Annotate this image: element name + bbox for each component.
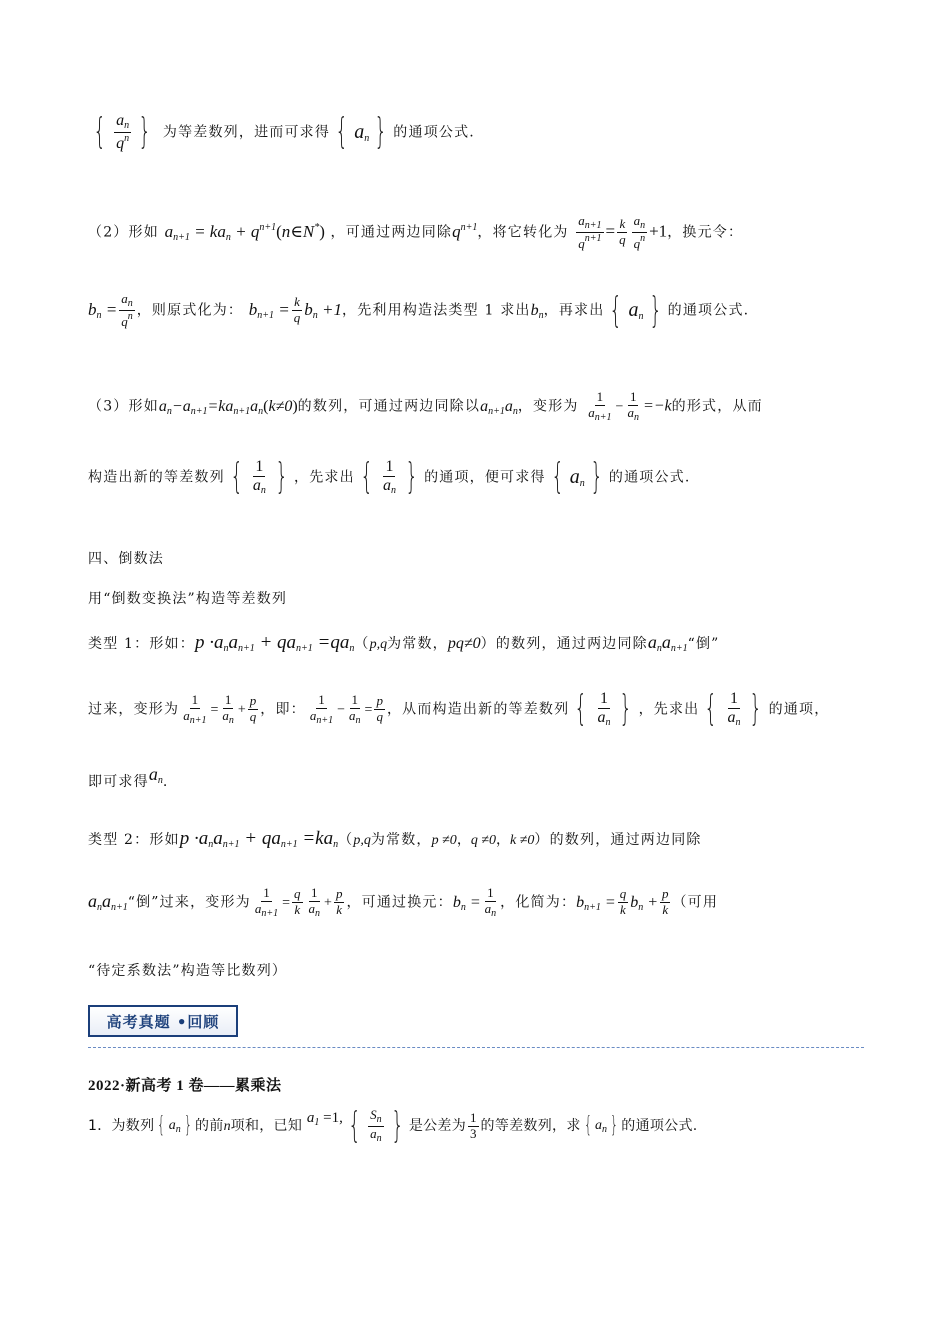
an-brace: { $a_n$ } [335, 111, 388, 153]
frac-t2-a: $\frac{1}{a_{n+1}}$ [254, 885, 279, 919]
item3-t4: 构造出新的等差数列 [88, 469, 225, 486]
frac-kq-2: $\frac{k}{q}$ [293, 294, 301, 326]
q5: 的通项公式. [621, 1118, 698, 1134]
frac-t1-f: $\frac{p}{q}$ [376, 693, 383, 724]
type2-line1: 类型 2：形如$p \cdot a_na_{n+1} + qa_{n+1} =ka_n(p,q$为常数，p ≠0，q ≠0，k ≠0）的数列，通过两边同除 [88, 828, 702, 850]
frac-t1-d: $\frac{1}{a_{n+1}}$ [309, 691, 334, 726]
type2-t3: ）的数列，通过两边同除 [534, 832, 702, 848]
frac-1-3: $\frac{1}{3}$ [470, 1109, 477, 1141]
type1-t8: ，先求出 [638, 701, 700, 718]
frac-t2-d: $\frac{p}{k}$ [335, 886, 343, 918]
exam-question: 1．为数列 { $a_n$ } 的前n项和，已知 $a_1 =1$, { $\frac{S_n}{a_n}$ } 是公差为 $\frac{1}{3}$ 的等差数列，求 { $a_n$ } 的通项公式. [88, 1105, 698, 1146]
type2-line2: $a_na_{n+1}“$倒”过来，变形为 $\frac{1}{a_{n+1}}$ = $\frac{q}{k}$ $\frac{1}{a_n}$ + $\frac{p}{k}$ ，可通过换元：$b_n$ = $\frac{1}{a_n}$ ，化简为：$b_{n+1}$ = $\frac{q}{k}$ $b_n$ + $\frac{p}{k}$ （可用 [88, 885, 719, 919]
banner-title: 高考真题 •回顾 [106, 1012, 220, 1031]
item2-t7: 的通项公式. [667, 302, 750, 319]
item3-t2: ，变形为 [517, 398, 579, 415]
type1-t1: （ [354, 636, 370, 652]
frac-bn: $\frac{a_n}{q^n}$ [121, 291, 133, 329]
q1: 的前 [195, 1118, 224, 1134]
frac-t2-b: $\frac{q}{k}$ [294, 886, 301, 918]
type1-line2: 过来，变形为 $\frac{1}{a_{n+1}}$ = $\frac{1}{a_n}$ + $\frac{p}{q}$ ，即： $\frac{1}{a_{n+1}}$ − $\frac{1}{a_n}$ = $\frac{p}{q}$ ，从而构造出新的等差数列 { $\frac{1}{a_n}$ } ，先求出 { $\frac{1}{a_n}$ } 的通项， [88, 688, 830, 730]
type2-t1: （ [338, 832, 354, 848]
seq-an-brace: { $a_n$ } [157, 1113, 192, 1138]
exam-review-banner [88, 1005, 248, 1041]
item2-t4: ，则原式化为： [136, 302, 244, 319]
section-four-intro: 用“倒数变换法”构造等差数列 [88, 591, 288, 607]
type1-t11: . [162, 774, 169, 790]
an-brace-2: { $a_n$ } [609, 289, 663, 331]
q2: 项和，已知 [230, 1118, 303, 1134]
type2-t7: （可用 [672, 894, 719, 911]
type2-t5: ，可通过换元： [346, 894, 453, 911]
type1-t10: 即可求得 [88, 774, 149, 790]
item2-t3: ，换元令： [667, 224, 744, 241]
item2-lead: （2）形如 [88, 224, 159, 241]
item3-t3: 的形式，从而 [671, 398, 763, 415]
item2-eq: $a_{n+1} = ka_n$ + $q^{n+1}(n\in N^*)$ [164, 221, 325, 243]
item2-line2: $b_n$ = $\frac{a_n}{q^n}$ ，则原式化为： $b_{n+1}$ = $\frac{k}{q}$ $b_n +1$，先利用构造法类型 1 求出$b_n$，再求出 { $a_n$ } 的通项公式. [88, 289, 750, 331]
item3-line2 [88, 458, 691, 497]
frac-t1-e: $\frac{1}{a_n}$ [349, 691, 361, 726]
frac-an-qn: $\frac{a_n}{q^n}$ [633, 213, 646, 251]
frac-t2-f: $\frac{q}{k}$ [619, 886, 627, 918]
frac-t2-e: $\frac{1}{a_n}$ [484, 885, 497, 919]
dashed-divider [88, 1047, 864, 1048]
item3-line1: （3）形如$a_n-a_{n+1}=ka_{n+1}a_n(k\ne 0)$的数列，可通过两边同除以$a_{n+1}a_n$，变形为 $\frac{1}{a_{n+1}}$ − $\frac{1}{a_n}$ =−k的形式，从而 [88, 389, 763, 423]
frac-a-q: $\frac{a_{n+1}}{q^{n+1}}$ [578, 213, 602, 251]
type1-t3: ）的数列，通过两边同除 [480, 636, 648, 652]
frac-t2-g: $\frac{p}{k}$ [661, 886, 669, 918]
frac-k-q: $\frac{k}{q}$ [619, 216, 626, 248]
type1-t9: 的通项， [768, 701, 830, 718]
para-top-text-2: 的通项公式. [393, 124, 475, 141]
recip-brace-4: { $\frac{1}{a_n}$ } [704, 688, 764, 730]
frac-t1-b: $\frac{1}{a_n}$ [222, 691, 234, 726]
type1-line3: 即可求得$a_n$. [88, 764, 169, 790]
item3-lead: （3）形如 [88, 398, 159, 415]
frac-1-an1: $\frac{1}{a_{n+1}}$ [588, 389, 612, 423]
seq-an-brace-2: { $a_n$ } [583, 1113, 619, 1138]
type1-t4: “倒” [687, 636, 720, 652]
recip-brace-2: { $\frac{1}{a_n}$ } [360, 456, 419, 498]
sequence-brace: { $\frac{a_n}{q^n}$ } [93, 111, 152, 153]
q3: 是公差为 [408, 1118, 467, 1134]
an-brace-3: { $a_n$ } [551, 456, 604, 498]
para-top [88, 112, 475, 153]
type2-t4: “倒”过来，变形为 [127, 894, 251, 911]
frac-t1-a: $\frac{1}{a_{n+1}}$ [183, 691, 207, 726]
item3-t5: ，先求出 [294, 469, 355, 486]
section-four-title: 四、倒数法 [88, 551, 164, 567]
document-page [88, 0, 864, 1344]
frac-t1-c: $\frac{p}{q}$ [249, 693, 257, 724]
para-top-text: 为等差数列，进而可求得 [162, 124, 331, 141]
item3-t6: 的通项，便可求得 [424, 469, 546, 486]
item2-t1: ，可通过两边同除 [330, 224, 453, 241]
item3-t1: 的数列，可通过两边同除以 [297, 398, 481, 415]
type1-t7: ，从而构造出新的等差数列 [386, 701, 570, 718]
frac-t2-c: $\frac{1}{a_n}$ [308, 885, 321, 919]
recip-brace-3: { $\frac{1}{a_n}$ } [574, 688, 634, 730]
item2-t5: ，先利用构造法类型 1 求出 [342, 302, 531, 319]
item2-t2: ，将它转化为 [477, 224, 569, 241]
type2-t2: 为常数， [370, 832, 432, 848]
type2-lead: 类型 2：形如 [88, 832, 180, 848]
type1-t6: ，即： [260, 701, 306, 718]
q4: 的等差数列，求 [480, 1118, 581, 1134]
type1-lead: 类型 1：形如： [88, 636, 195, 652]
type1-t2: 为常数， [387, 636, 448, 652]
banner-box [88, 1005, 238, 1037]
type1-line1: 类型 1：形如：$p \cdot a_na_{n+1} + qa_{n+1} =qa_n(p,q$为常数，pq≠0）的数列，通过两边同除$a_na_{n+1}“$倒” [88, 632, 720, 654]
item2-line1: （2）形如 $a_{n+1} = ka_n$ + $q^{n+1}(n\in N^*)$ ，可通过两边同除$q^{n+1}$，将它转化为 $\frac{a_{n+1}}{q^{n+1}}$ = $\frac{k}{q}$ $\frac{a_n}{q^n}$ +1，换元令： [88, 213, 744, 251]
sn-an-brace: { $\frac{S_n}{a_n}$ } [348, 1105, 404, 1146]
item3-t7: 的通项公式. [608, 469, 691, 486]
item2-t6: ，再求出 [543, 302, 605, 319]
type2-t6: ，化简为： [500, 894, 577, 911]
exam-source: 2022·新高考 1 卷——累乘法 [88, 1078, 282, 1094]
recip-brace: { $\frac{1}{a_n}$ } [230, 456, 289, 498]
type2-line3: “待定系数法”构造等比数列） [88, 963, 288, 979]
frac-1-an: $\frac{1}{a_n}$ [627, 389, 639, 423]
q-lead: 1．为数列 [88, 1118, 155, 1134]
type1-t5: 过来，变形为 [88, 701, 180, 718]
